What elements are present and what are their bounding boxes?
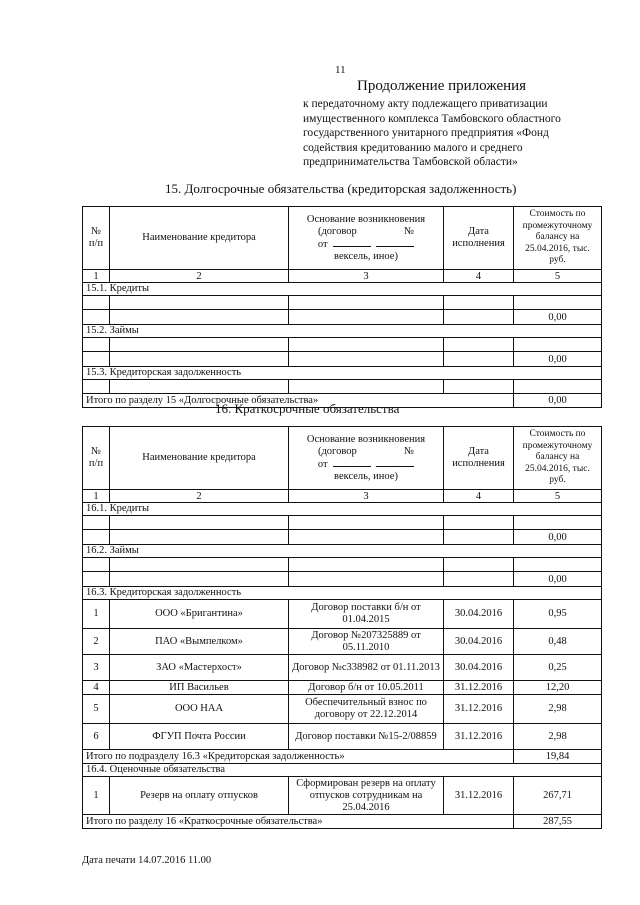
col-creditor-header: Наименование кредитора [110, 427, 289, 490]
subsection-title: 15.1. Кредиты [83, 283, 602, 296]
column-number: 4 [444, 270, 514, 283]
subtotal-value: 19,84 [514, 750, 602, 764]
column-number: 4 [444, 490, 514, 503]
value-cell: 0,00 [514, 352, 602, 367]
section-15-table [82, 206, 602, 408]
section-16-title: 16. Краткосрочные обязательства [215, 401, 400, 416]
subsection-row [83, 587, 602, 600]
value-cell: 0,25 [514, 655, 602, 681]
creditor-name: ИП Васильев [110, 681, 289, 695]
row-number: 5 [83, 695, 110, 724]
due-date: 31.12.2016 [444, 681, 514, 695]
table-row [83, 352, 602, 367]
print-date: Дата печати 14.07.2016 11.00 [82, 855, 212, 866]
table-row [83, 516, 602, 530]
basis-text: Договор поставки б/н от 01.04.2015 [289, 600, 444, 629]
row-number: 1 [83, 777, 110, 815]
basis-header-line: Основание возникновения [306, 213, 426, 225]
column-number: 2 [110, 490, 289, 503]
due-date: 31.12.2016 [444, 777, 514, 815]
column-number: 2 [110, 270, 289, 283]
table-row [83, 600, 602, 629]
table-row [83, 338, 602, 352]
subtotal-row [83, 750, 602, 764]
total-value: 287,55 [514, 815, 602, 829]
basis-text: Договор №с338982 от 01.11.2013 [289, 655, 444, 681]
appendix-subtitle [303, 97, 603, 170]
appendix-line: содействия кредитованию малого и среднего [303, 141, 523, 154]
creditor-name: ООО НАА [110, 695, 289, 724]
appendix-line: предпринимательства Тамбовской области» [303, 156, 518, 169]
value-cell: 2,98 [514, 695, 602, 724]
due-date: 30.04.2016 [444, 655, 514, 681]
row-number: 4 [83, 681, 110, 695]
col-date-header: Дата исполнения [444, 207, 514, 270]
column-number: 3 [289, 270, 444, 283]
row-number: 2 [83, 629, 110, 655]
col-creditor-header: Наименование кредитора [110, 207, 289, 270]
subsection-row [83, 325, 602, 338]
creditor-name: ФГУП Почта России [110, 724, 289, 750]
basis-text: Договор №207325889 от 05.11.2010 [289, 629, 444, 655]
subsection-row [83, 503, 602, 516]
column-number-row [83, 490, 602, 503]
appendix-line: государственного унитарного предприятия «Фонд [303, 127, 549, 140]
page-number: 11 [335, 64, 346, 76]
creditor-name: Резерв на оплату отпусков [110, 777, 289, 815]
due-date: 30.04.2016 [444, 629, 514, 655]
basis-header-line: вексель, иное) [334, 470, 398, 482]
column-number: 1 [83, 490, 110, 503]
column-number: 5 [514, 490, 602, 503]
table-row [83, 681, 602, 695]
table-row [83, 724, 602, 750]
table-header-row [83, 207, 602, 270]
section-16-table [82, 426, 602, 829]
col-number-header: № п/п [83, 207, 110, 270]
subsection-title: 16.1. Кредиты [83, 503, 602, 516]
value-cell: 2,98 [514, 724, 602, 750]
basis-text: Договор поставки №15-2/08859 [289, 724, 444, 750]
subsection-title: 15.3. Кредиторская задолженность [83, 367, 602, 380]
basis-header-line: (договор № [317, 225, 415, 237]
creditor-name: ООО «Бригантина» [110, 600, 289, 629]
value-cell: 0,00 [514, 572, 602, 587]
subtotal-label: Итого по подразделу 16.3 «Кредиторская задолженность» [83, 750, 514, 764]
table-row [83, 530, 602, 545]
table-row [83, 310, 602, 325]
column-number: 3 [289, 490, 444, 503]
subsection-title: 16.2. Займы [83, 545, 602, 558]
value-cell: 267,71 [514, 777, 602, 815]
appendix-line: к передаточному акту подлежащего приватизации [303, 98, 548, 110]
subsection-row [83, 283, 602, 296]
total-label: Итого по разделу 15 «Долгосрочные обязательства» [83, 394, 514, 408]
appendix-title: Продолжение приложения [357, 78, 527, 94]
subsection-title: 15.2. Займы [83, 325, 602, 338]
table-row [83, 380, 602, 394]
row-number: 3 [83, 655, 110, 681]
appendix-line: имущественного комплекса Тамбовского областного [303, 112, 561, 125]
total-value: 0,00 [514, 394, 602, 408]
column-number: 5 [514, 270, 602, 283]
table-row [83, 296, 602, 310]
table-row [83, 655, 602, 681]
creditor-name: ПАО «Вымпелком» [110, 629, 289, 655]
basis-header-line: от [292, 458, 440, 471]
value-cell: 12,20 [514, 681, 602, 695]
column-number-row [83, 270, 602, 283]
column-number: 1 [83, 270, 110, 283]
total-label: Итого по разделу 16 «Краткосрочные обязательства» [83, 815, 514, 829]
basis-header-line: от [292, 238, 440, 251]
row-number: 1 [83, 600, 110, 629]
table-row [83, 629, 602, 655]
value-cell: 0,48 [514, 629, 602, 655]
table-row [83, 572, 602, 587]
due-date: 30.04.2016 [444, 600, 514, 629]
col-value-header: Стоимость по промежуточному балансу на 25.04.2016, тыс. руб. [514, 207, 602, 270]
creditor-name: ЗАО «Мастерхост» [110, 655, 289, 681]
col-basis-header [289, 427, 444, 490]
table-row [83, 558, 602, 572]
due-date: 31.12.2016 [444, 695, 514, 724]
basis-text: Сформирован резерв на оплату отпусков сотрудникам на 25.04.2016 [289, 777, 444, 815]
basis-text: Обеспечительный взнос по договору от 22.12.2014 [289, 695, 444, 724]
section-15-title: 15. Долгосрочные обязательства (кредиторская задолженность) [165, 181, 517, 196]
subsection-row [83, 545, 602, 558]
table-row [83, 777, 602, 815]
row-number: 6 [83, 724, 110, 750]
value-cell: 0,00 [514, 530, 602, 545]
basis-header-line: (договор № [317, 445, 415, 457]
table-header-row [83, 427, 602, 490]
value-cell: 0,95 [514, 600, 602, 629]
basis-text: Договор б/н от 10.05.2011 [289, 681, 444, 695]
col-value-header: Стоимость по промежуточному балансу на 25.04.2016, тыс. руб. [514, 427, 602, 490]
col-basis-header [289, 207, 444, 270]
total-row [83, 815, 602, 829]
subsection-row [83, 764, 602, 777]
basis-header-line: вексель, иное) [334, 250, 398, 262]
subsection-row [83, 367, 602, 380]
subsection-title: 16.3. Кредиторская задолженность [83, 587, 602, 600]
value-cell: 0,00 [514, 310, 602, 325]
table-row [83, 695, 602, 724]
due-date: 31.12.2016 [444, 724, 514, 750]
basis-header-line: Основание возникновения [306, 433, 426, 445]
col-number-header: № п/п [83, 427, 110, 490]
col-date-header: Дата исполнения [444, 427, 514, 490]
subsection-title: 16.4. Оценочные обязательства [83, 764, 602, 777]
